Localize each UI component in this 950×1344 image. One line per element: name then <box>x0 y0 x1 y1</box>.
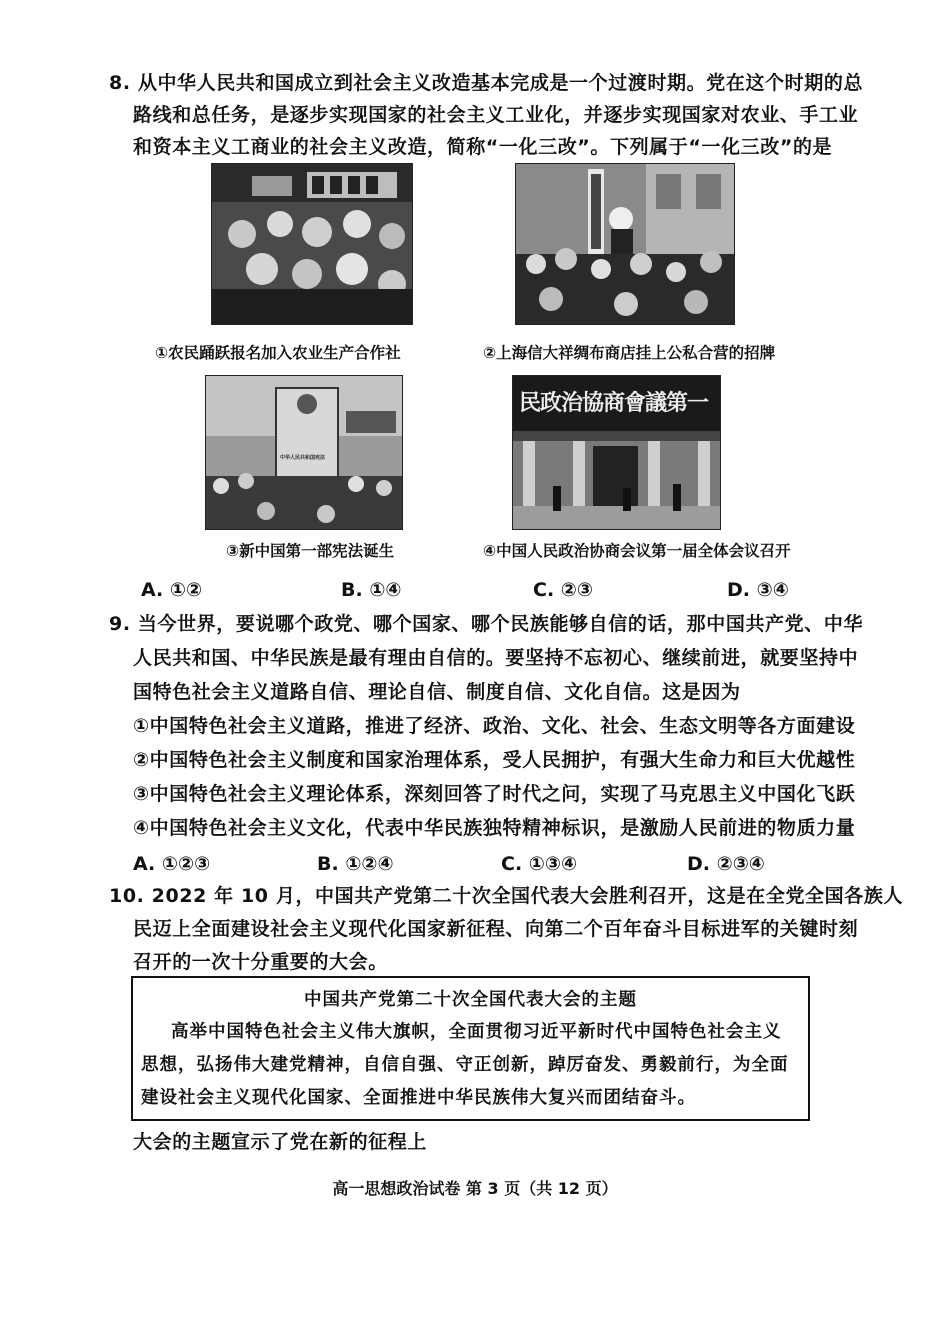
theme-box-line-3: 建设社会主义现代化国家、全面推进中华民族伟大复兴而团结奋斗。 <box>141 1088 696 1108</box>
constitution-book-text: 中华人民共和国宪法 <box>280 455 326 461</box>
cppcc-banner-text: 民政治協商會議第一 <box>519 391 709 416</box>
q9-option-b[interactable]: B. ①②④ <box>317 853 394 875</box>
q9-option-a[interactable]: A. ①②③ <box>133 853 211 875</box>
q9-option-c[interactable]: C. ①③④ <box>501 853 578 875</box>
q9-statement-4: ④中国特色社会主义文化，代表中华民族独特精神标识，是激励人民前进的物质力量 <box>133 817 856 839</box>
q9-line-3: 国特色社会主义道路自信、理论自信、制度自信、文化自信。这是因为 <box>133 681 741 703</box>
theme-box-line-2: 思想，弘扬伟大建党精神，自信自强、守正创新，踔厉奋发、勇毅前行，为全面 <box>141 1055 789 1075</box>
photo-cppcc-session <box>512 375 721 530</box>
q8-line-3: 和资本主义工商业的社会主义改造，简称“一化三改”。下列属于“一化三改”的是 <box>133 136 833 158</box>
q8-line-1: 8. 从中华人民共和国成立到社会主义改造基本完成是一个过渡时期。党在这个时期的总 <box>109 72 864 94</box>
caption-1: ①农民踊跃报名加入农业生产合作社 <box>155 344 401 362</box>
q8-option-c[interactable]: C. ②③ <box>533 579 593 601</box>
q8-option-b[interactable]: B. ①④ <box>341 579 402 601</box>
q9-line-1: 9. 当今世界，要说哪个政党、哪个国家、哪个民族能够自信的话，那中国共产党、中华 <box>109 613 864 635</box>
congress-theme-box <box>131 976 810 1121</box>
q8-line-2: 路线和总任务，是逐步实现国家的社会主义工业化，并逐步实现国家对农业、手工业 <box>133 104 859 126</box>
q9-statement-2: ②中国特色社会主义制度和国家治理体系，受人民拥护，有强大生命力和巨大优越性 <box>133 749 856 771</box>
caption-2: ②上海信大祥绸布商店挂上公私合营的招牌 <box>483 344 776 362</box>
q10-line-1: 10. 2022 年 10 月，中国共产党第二十次全国代表大会胜利召开，这是在全党全国各族人 <box>109 885 904 907</box>
caption-3: ③新中国第一部宪法诞生 <box>226 542 395 560</box>
page-footer: 高一思想政治试卷 第 3 页（共 12 页） <box>332 1179 618 1198</box>
q8-option-a[interactable]: A. ①② <box>141 579 203 601</box>
theme-box-title: 中国共产党第二十次全国代表大会的主题 <box>304 990 637 1010</box>
q9-line-2: 人民共和国、中华民族是最有理由自信的。要坚持不忘初心、继续前进，就要坚持中 <box>133 647 859 669</box>
q10-line-3: 召开的一次十分重要的大会。 <box>133 951 388 973</box>
photo-farmers-cooperative <box>211 163 413 325</box>
photo-constitution <box>205 375 403 530</box>
caption-4: ④中国人民政治协商会议第一届全体会议召开 <box>483 542 791 560</box>
theme-box-line-1: 高举中国特色社会主义伟大旗帜，全面贯彻习近平新时代中国特色社会主义 <box>171 1022 782 1042</box>
q9-statement-3: ③中国特色社会主义理论体系，深刻回答了时代之问，实现了马克思主义中国化飞跃 <box>133 783 856 805</box>
q9-option-d[interactable]: D. ②③④ <box>687 853 765 875</box>
photo-joint-ownership-sign <box>515 163 735 325</box>
q9-statement-1: ①中国特色社会主义道路，推进了经济、政治、文化、社会、生态文明等各方面建设 <box>133 715 856 737</box>
q10-line-2: 民迈上全面建设社会主义现代化国家新征程、向第二个百年奋斗目标进军的关键时刻 <box>133 918 859 940</box>
q10-after-box: 大会的主题宣示了党在新的征程上 <box>133 1131 428 1153</box>
q8-option-d[interactable]: D. ③④ <box>727 579 789 601</box>
